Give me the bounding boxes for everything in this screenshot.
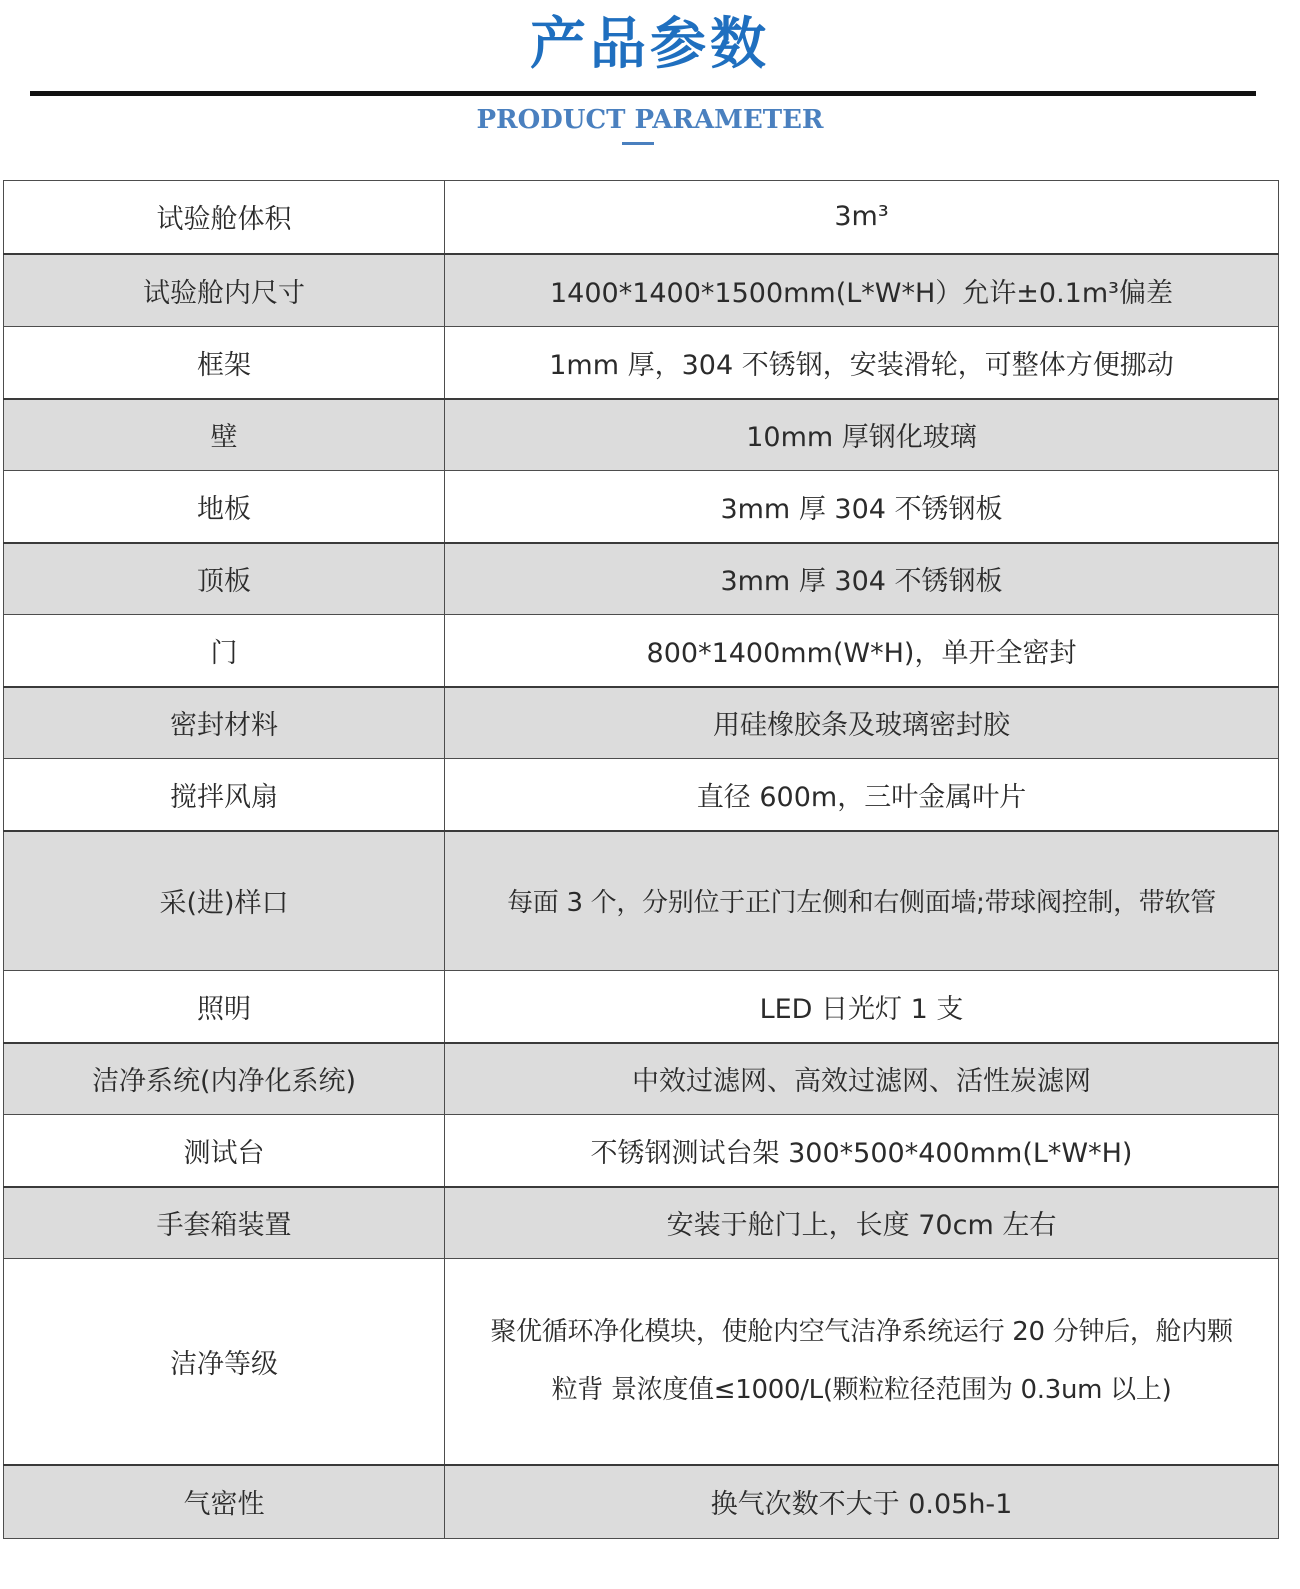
param-value: 1mm 厚，304 不锈钢，安装滑轮，可整体方便挪动 xyxy=(445,327,1279,399)
table-row xyxy=(4,471,1279,543)
param-value: 每面 3 个，分别位于正门左侧和右侧面墙;带球阀控制，带软管 xyxy=(445,831,1279,971)
param-value: 用硅橡胶条及玻璃密封胶 xyxy=(445,687,1279,759)
param-label: 门 xyxy=(4,615,445,687)
param-value: 中效过滤网、高效过滤网、活性炭滤网 xyxy=(445,1043,1279,1115)
param-value: 800*1400mm(W*H)，单开全密封 xyxy=(445,615,1279,687)
table-row xyxy=(4,971,1279,1043)
param-label: 壁 xyxy=(4,399,445,471)
page-title: 产品参数 xyxy=(530,12,770,77)
table-row xyxy=(4,1259,1279,1465)
param-label: 地板 xyxy=(4,471,445,543)
param-label: 顶板 xyxy=(4,543,445,615)
param-value-line: 聚优循环净化模块，使舱内空气洁净系统运行 20 分钟后，舱内颗 xyxy=(490,1317,1233,1348)
param-label: 手套箱装置 xyxy=(4,1187,445,1259)
param-value: 不锈钢测试台架 300*500*400mm(L*W*H) xyxy=(445,1115,1279,1187)
param-label: 照明 xyxy=(4,971,445,1043)
table-row xyxy=(4,327,1279,399)
param-value: 直径 600m，三叶金属叶片 xyxy=(445,759,1279,831)
param-value: LED 日光灯 1 支 xyxy=(445,971,1279,1043)
param-label: 洁净系统(内净化系统) xyxy=(4,1043,445,1115)
param-label: 搅拌风扇 xyxy=(4,759,445,831)
table-row xyxy=(4,399,1279,471)
table-row xyxy=(4,1043,1279,1115)
param-value: 1400*1400*1500mm(L*W*H）允许±0.1m³偏差 xyxy=(445,254,1279,327)
param-label: 试验舱体积 xyxy=(4,181,445,254)
table-row xyxy=(4,759,1279,831)
table-row xyxy=(4,687,1279,759)
param-label: 洁净等级 xyxy=(4,1259,445,1465)
param-value: 3mm 厚 304 不锈钢板 xyxy=(445,543,1279,615)
param-value: 换气次数不大于 0.05h-1 xyxy=(445,1465,1279,1539)
param-label: 气密性 xyxy=(4,1465,445,1539)
param-value xyxy=(445,1259,1279,1465)
parameter-table xyxy=(3,180,1279,1539)
table-row xyxy=(4,1115,1279,1187)
param-value: 安装于舱门上，长度 70cm 左右 xyxy=(445,1187,1279,1259)
title-divider xyxy=(30,91,1256,96)
param-label: 框架 xyxy=(4,327,445,399)
param-label: 测试台 xyxy=(4,1115,445,1187)
page-subtitle: PRODUCT PARAMETER xyxy=(476,105,824,135)
subtitle-underline xyxy=(622,142,654,145)
table-row xyxy=(4,254,1279,327)
table-row xyxy=(4,181,1279,254)
param-label: 试验舱内尺寸 xyxy=(4,254,445,327)
param-value: 10mm 厚钢化玻璃 xyxy=(445,399,1279,471)
table-row xyxy=(4,831,1279,971)
table-row xyxy=(4,543,1279,615)
param-label: 密封材料 xyxy=(4,687,445,759)
param-value: 3m³ xyxy=(445,181,1279,254)
param-value-line: 粒背 景浓度值≤1000/L(颗粒粒径范围为 0.3um 以上) xyxy=(551,1375,1172,1406)
param-label: 采(进)样口 xyxy=(4,831,445,971)
table-row xyxy=(4,1187,1279,1259)
param-value: 3mm 厚 304 不锈钢板 xyxy=(445,471,1279,543)
table-row xyxy=(4,1465,1279,1539)
table-row xyxy=(4,615,1279,687)
